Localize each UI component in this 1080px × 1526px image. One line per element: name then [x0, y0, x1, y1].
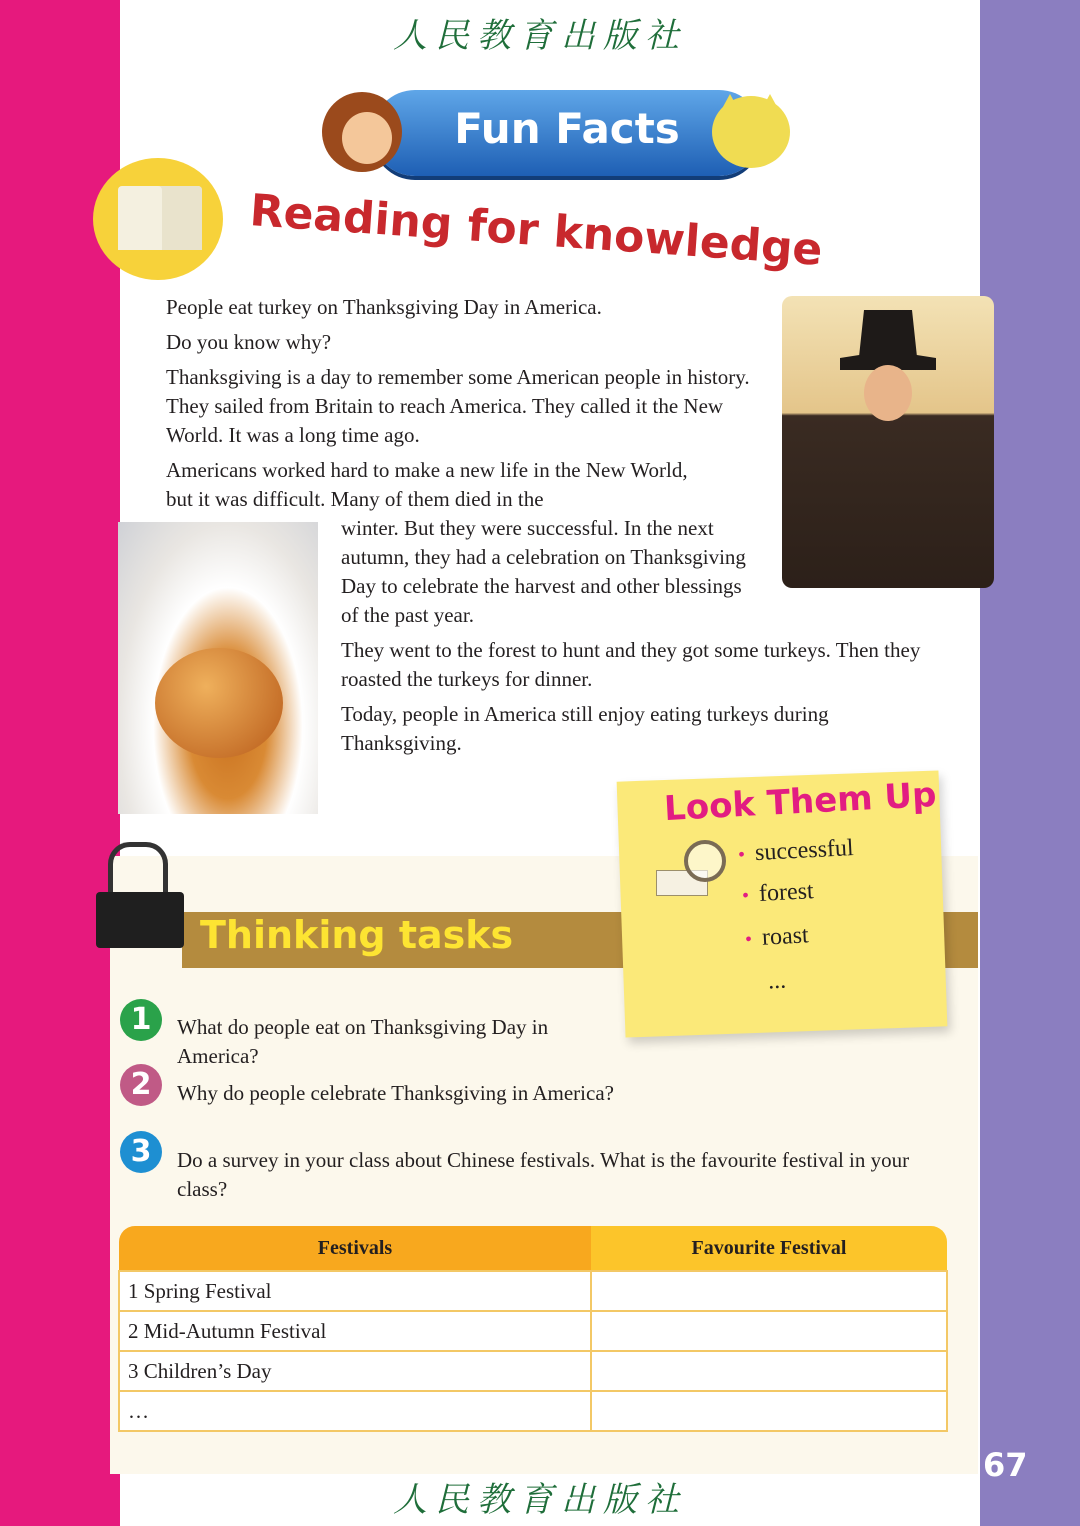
table-cell-favourite[interactable] [591, 1271, 947, 1311]
table-row [119, 1391, 947, 1431]
table-row [119, 1271, 947, 1311]
bullet-icon: • [741, 884, 750, 907]
monkey-face-icon [342, 112, 392, 164]
question-text: Why do people celebrate Thanksgiving in America? [177, 1081, 614, 1105]
binder-clip-body-icon [96, 892, 184, 948]
question-text: Do a survey in your class about Chinese festivals. What is the favourite festival in your class? [177, 1148, 910, 1201]
table-row [119, 1311, 947, 1351]
pilgrim-face-icon [864, 365, 912, 421]
table-cell-favourite[interactable] [591, 1391, 947, 1431]
reading-paragraph: winter. But they were successful. In the next autumn, they had a celebration on Thanksgiving Day to celebrate the harvest and other blessings of the past year. [341, 516, 746, 627]
table-cell-festival: … [119, 1391, 591, 1431]
question-text: What do people eat on Thanksgiving Day in America? [177, 1015, 549, 1068]
reading-paragraph: Do you know why? [166, 330, 332, 354]
magnifier-icon [684, 840, 726, 882]
question-number-badge: 2 [120, 1064, 162, 1106]
table-header-row [119, 1226, 947, 1271]
question-number-badge: 3 [120, 1131, 162, 1173]
bullet-icon: • [744, 928, 753, 951]
vocab-word-text: forest [758, 878, 815, 907]
vocab-ellipsis: ... [767, 967, 787, 995]
publisher-header: 人民教育出版社 [393, 16, 687, 56]
bullet-icon: • [737, 843, 746, 867]
reading-paragraph: People eat turkey on Thanksgiving Day in America. [166, 295, 602, 319]
table-row [119, 1351, 947, 1391]
look-them-up-title: Look Them Up [663, 774, 938, 830]
reading-paragraph: Americans worked hard to make a new life in the New World, but it was difficult. Many of them died in the [166, 458, 688, 511]
page-number: 67 [983, 1446, 1028, 1484]
open-book-icon [118, 186, 202, 250]
vocab-word-text: roast [761, 922, 810, 951]
table-cell-festival: 3 Children’s Day [119, 1351, 591, 1391]
reading-paragraph: Thanksgiving is a day to remember some American people in history. They sailed from Britain to reach America. They called it the New World. It was a long time ago. [166, 365, 750, 447]
reading-paragraph: They went to the forest to hunt and they got some turkeys. Then they roasted the turkeys for dinner. [341, 638, 921, 691]
section-heading: Reading for knowledge [248, 185, 825, 276]
vocab-word-text: successful [754, 834, 855, 867]
turkey-icon [155, 648, 283, 758]
vocab-word [744, 922, 809, 952]
reading-paragraph: Today, people in America still enjoy eating turkeys during Thanksgiving. [341, 702, 829, 755]
fun-facts-title: Fun Facts [454, 104, 680, 153]
table-header-favourite: Favourite Festival [591, 1226, 947, 1271]
question-number-badge: 1 [120, 999, 162, 1041]
table-cell-favourite[interactable] [591, 1351, 947, 1391]
vocab-word [741, 878, 814, 909]
table-cell-festival: 2 Mid-Autumn Festival [119, 1311, 591, 1351]
survey-table [118, 1226, 948, 1432]
table-header-festivals: Festivals [119, 1226, 591, 1271]
table-cell-favourite[interactable] [591, 1311, 947, 1351]
cat-mascot-icon [712, 96, 790, 168]
table-cell-festival: 1 Spring Festival [119, 1271, 591, 1311]
thinking-tasks-title: Thinking tasks [200, 913, 514, 957]
publisher-footer: 人民教育出版社 [393, 1480, 687, 1520]
